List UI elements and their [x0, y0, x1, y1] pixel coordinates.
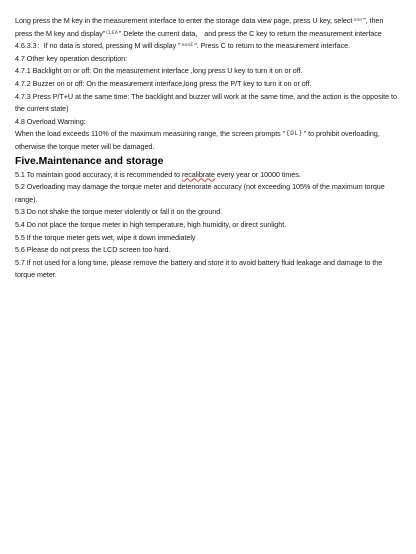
text-line: 4.7.2 Buzzer on or off: On the measurement interface,long press the P/T key to turn it on or off. [15, 78, 312, 88]
lcd-glyph-clea: CLEA [106, 30, 118, 36]
text-line: the current state) [15, 104, 69, 114]
text-line: 5.3 Do not shake the torque meter violently or fall it on the ground. [15, 207, 223, 217]
text-line: 5.7 If not used for a long time, please remove the battery and store it to avoid battery fluid leakage and damage to the [15, 257, 383, 267]
text-line: 5.6 Please do not press the LCD screen too hard. [15, 245, 171, 255]
spellcheck-word: recalibrate [181, 169, 215, 179]
lcd-glyph-none: nonE [181, 43, 194, 49]
text-line: When the load exceeds 110% of the maximum measuring range, the screen prompts ”{OL}” to prohibit overloading, [15, 129, 380, 139]
lcd-glyph-nnn: nnn [353, 18, 363, 23]
text-line: 4.7.3 Press P/T+U at the same time: The backlight and buzzer will work at the same time, and the action is the opposite to [15, 91, 397, 101]
lcd-glyph-overload: {OL} [285, 130, 303, 138]
text-line: 5.5 If the torque meter gets wet, wipe it down immediately [15, 232, 196, 242]
text-line: otherwise the torque meter will be damaged. [15, 141, 155, 151]
text-line: 4.8 Overload Warning: [15, 116, 86, 126]
text-line: 4.7.1 Backlight on or off: On the measurement interface ,long press U key to turn it on or off. [15, 66, 303, 76]
section-heading: Five.Maintenance and storage [15, 155, 164, 167]
text-line: 5.1 To maintain good accuracy, it is recommended to recalibrate every year or 10000 times. [15, 169, 301, 179]
text-line: torque meter. [15, 270, 57, 280]
text-line: 5.4 Do not place the torque meter in high temperature, high humidity, or direct sunlight. [15, 219, 287, 229]
text-line: 4.6.3.3：If no data is stored, pressing M will display ”nonE”. Press C to return to the measurement interface. [15, 41, 351, 51]
text-line: 4.7 Other key operation description: [15, 53, 128, 63]
text-line: Long press the M key in the measurement interface to enter the storage data view page, press U key, selectnnn”, then [15, 16, 384, 25]
text-line: range). [15, 194, 38, 204]
text-line: press the M key and display”CLEA” Delete the current data， and press the C key to return the measurement interface [15, 28, 382, 38]
text-line: 5.2 Overloading may damage the torque meter and deteriorate accuracy (not exceeding 105% of the maximum torque [15, 182, 385, 192]
